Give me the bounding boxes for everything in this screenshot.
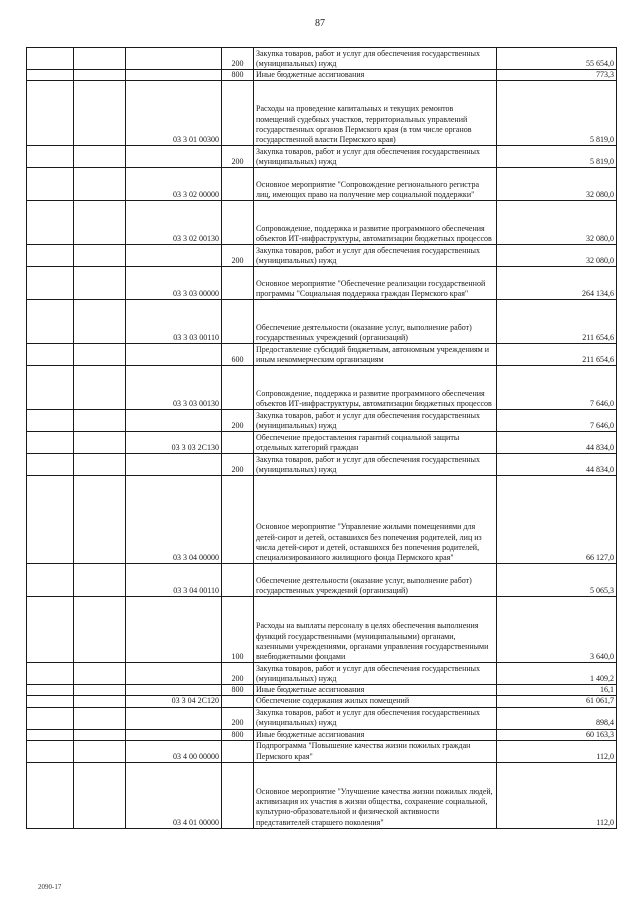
blank-cell (74, 476, 126, 564)
amount-cell: 211 654,6 (497, 344, 617, 366)
table-row (27, 454, 617, 476)
expense-type-cell (222, 762, 254, 828)
expense-type-cell (222, 300, 254, 344)
expense-type-cell (222, 564, 254, 597)
blank-cell (27, 476, 74, 564)
blank-cell (74, 267, 126, 300)
blank-cell (27, 201, 74, 245)
blank-cell (74, 696, 126, 707)
table-row (27, 696, 617, 707)
table-row (27, 707, 617, 729)
blank-cell (27, 740, 74, 762)
amount-cell: 66 127,0 (497, 476, 617, 564)
amount-cell: 55 654,0 (497, 48, 617, 70)
target-code-cell (126, 48, 222, 70)
target-code-cell: 03 3 03 00110 (126, 300, 222, 344)
table-row (27, 146, 617, 168)
amount-cell: 7 646,0 (497, 366, 617, 410)
item-name-cell: Обеспечение содержания жилых помещений (254, 696, 497, 707)
blank-cell (74, 300, 126, 344)
target-code-cell (126, 685, 222, 696)
target-code-cell: 03 3 01 00300 (126, 81, 222, 146)
item-name-cell: Подпрограмма "Повышение качества жизни пожилых граждан Пермского края" (254, 740, 497, 762)
item-name-cell: Закупка товаров, работ и услуг для обеспечения государственных (муниципальных) нужд (254, 48, 497, 70)
item-name-cell: Предоставление субсидий бюджетным, автономным учреждениям и иным некоммерческим организациям (254, 344, 497, 366)
target-code-cell: 03 3 02 00000 (126, 168, 222, 201)
amount-cell: 7 646,0 (497, 410, 617, 432)
amount-cell: 5 819,0 (497, 146, 617, 168)
blank-cell (27, 454, 74, 476)
expense-type-cell: 200 (222, 707, 254, 729)
table-row (27, 432, 617, 454)
expense-type-cell (222, 168, 254, 201)
blank-cell (74, 201, 126, 245)
target-code-cell: 03 3 03 2С130 (126, 432, 222, 454)
amount-cell: 898,4 (497, 707, 617, 729)
blank-cell (74, 48, 126, 70)
target-code-cell (126, 245, 222, 267)
item-name-cell: Закупка товаров, работ и услуг для обеспечения государственных (муниципальных) нужд (254, 663, 497, 685)
table-row (27, 81, 617, 146)
table-row (27, 762, 617, 828)
blank-cell (27, 344, 74, 366)
amount-cell: 32 080,0 (497, 245, 617, 267)
item-name-cell: Сопровождение, поддержка и развитие программного обеспечения объектов ИТ-инфраструктуры, автоматизации бюджетных процессов (254, 366, 497, 410)
target-code-cell: 03 3 02 00130 (126, 201, 222, 245)
item-name-cell: Закупка товаров, работ и услуг для обеспечения государственных (муниципальных) нужд (254, 245, 497, 267)
amount-cell: 5 819,0 (497, 81, 617, 146)
item-name-cell: Основное мероприятие "Обеспечение реализации государственной программы "Социальная поддержка граждан Пермского края" (254, 267, 497, 300)
expense-type-cell (222, 267, 254, 300)
table-row (27, 685, 617, 696)
item-name-cell: Иные бюджетные ассигнования (254, 685, 497, 696)
expense-type-cell: 800 (222, 685, 254, 696)
blank-cell (74, 81, 126, 146)
amount-cell: 44 834,0 (497, 432, 617, 454)
expense-type-cell: 200 (222, 454, 254, 476)
expense-type-cell (222, 366, 254, 410)
expense-type-cell (222, 201, 254, 245)
target-code-cell (126, 70, 222, 81)
item-name-cell: Закупка товаров, работ и услуг для обеспечения государственных (муниципальных) нужд (254, 146, 497, 168)
amount-cell: 112,0 (497, 740, 617, 762)
target-code-cell: 03 3 03 00000 (126, 267, 222, 300)
blank-cell (27, 48, 74, 70)
table-row (27, 300, 617, 344)
target-code-cell (126, 344, 222, 366)
blank-cell (74, 70, 126, 81)
item-name-cell: Основное мероприятие "Управление жилыми помещениями для детей-сирот и детей, оставшихся без попечения родителей, лиц из числа детей-сирот и детей, оставшихся без попечения родителей, специализированного жилищного фонда Пермского края" (254, 476, 497, 564)
target-code-cell: 03 3 04 00000 (126, 476, 222, 564)
blank-cell (74, 685, 126, 696)
item-name-cell: Расходы на проведение капитальных и текущих ремонтов помещений судебных участков, территориальных управлений государственных органов Пермского края (в том числе органов государственной власти Пермского края) (254, 81, 497, 146)
expense-type-cell: 200 (222, 410, 254, 432)
target-code-cell (126, 663, 222, 685)
target-code-cell (126, 729, 222, 740)
blank-cell (74, 432, 126, 454)
blank-cell (74, 729, 126, 740)
blank-cell (74, 245, 126, 267)
blank-cell (27, 410, 74, 432)
item-name-cell: Обеспечение предоставления гарантий социальной защиты отдельных категорий граждан (254, 432, 497, 454)
blank-cell (27, 762, 74, 828)
table-row (27, 564, 617, 597)
expense-type-cell: 800 (222, 729, 254, 740)
table-row (27, 201, 617, 245)
expense-type-cell: 600 (222, 344, 254, 366)
table-row (27, 663, 617, 685)
table-row (27, 410, 617, 432)
blank-cell (27, 663, 74, 685)
blank-cell (74, 663, 126, 685)
blank-cell (74, 168, 126, 201)
target-code-cell: 03 3 04 00110 (126, 564, 222, 597)
amount-cell: 5 065,3 (497, 564, 617, 597)
amount-cell: 60 163,3 (497, 729, 617, 740)
target-code-cell: 03 4 01 00000 (126, 762, 222, 828)
page-number: 87 (315, 18, 325, 29)
blank-cell (74, 564, 126, 597)
item-name-cell: Сопровождение, поддержка и развитие программного обеспечения объектов ИТ-инфраструктуры, автоматизации бюджетных процессов (254, 201, 497, 245)
target-code-cell: 03 4 00 00000 (126, 740, 222, 762)
blank-cell (74, 454, 126, 476)
table-row (27, 245, 617, 267)
blank-cell (27, 300, 74, 344)
item-name-cell: Обеспечение деятельности (оказание услуг, выполнение работ) государственных учреждений (организаций) (254, 300, 497, 344)
blank-cell (27, 729, 74, 740)
expense-type-cell (222, 696, 254, 707)
expense-type-cell: 200 (222, 245, 254, 267)
table-row (27, 168, 617, 201)
table-row (27, 366, 617, 410)
blank-cell (27, 685, 74, 696)
amount-cell: 1 409,2 (497, 663, 617, 685)
table-row (27, 344, 617, 366)
amount-cell: 16,1 (497, 685, 617, 696)
item-name-cell: Иные бюджетные ассигнования (254, 70, 497, 81)
expense-type-cell (222, 81, 254, 146)
amount-cell: 3 640,0 (497, 597, 617, 663)
blank-cell (27, 245, 74, 267)
blank-cell (27, 267, 74, 300)
item-name-cell: Обеспечение деятельности (оказание услуг, выполнение работ) государственных учреждений (организаций) (254, 564, 497, 597)
target-code-cell (126, 146, 222, 168)
expense-type-cell (222, 476, 254, 564)
target-code-cell: 03 3 04 2С120 (126, 696, 222, 707)
table-row (27, 476, 617, 564)
table-row (27, 48, 617, 70)
expense-type-cell (222, 432, 254, 454)
budget-table (26, 47, 617, 829)
expense-type-cell (222, 740, 254, 762)
amount-cell: 211 654,6 (497, 300, 617, 344)
table-row (27, 729, 617, 740)
blank-cell (27, 707, 74, 729)
item-name-cell: Закупка товаров, работ и услуг для обеспечения государственных (муниципальных) нужд (254, 410, 497, 432)
blank-cell (74, 410, 126, 432)
table-row (27, 267, 617, 300)
footer-code: 2090-17 (38, 883, 62, 891)
blank-cell (27, 146, 74, 168)
item-name-cell: Расходы на выплаты персоналу в целях обеспечения выполнения функций государственными (муниципальными) органами, казенными учреждениями, органами управления государственными внебюджетными фондами (254, 597, 497, 663)
blank-cell (27, 597, 74, 663)
table-row (27, 740, 617, 762)
blank-cell (27, 70, 74, 81)
blank-cell (27, 366, 74, 410)
amount-cell: 773,3 (497, 70, 617, 81)
blank-cell (27, 432, 74, 454)
amount-cell: 61 061,7 (497, 696, 617, 707)
table-row (27, 70, 617, 81)
amount-cell: 44 834,0 (497, 454, 617, 476)
item-name-cell: Закупка товаров, работ и услуг для обеспечения государственных (муниципальных) нужд (254, 454, 497, 476)
item-name-cell: Основное мероприятие "Улучшение качества жизни пожилых людей, активизация их участия в жизни общества, сохранение социальной, культурно-образовательной и физической активности представителей старшего поколения" (254, 762, 497, 828)
expense-type-cell: 800 (222, 70, 254, 81)
expense-type-cell: 200 (222, 663, 254, 685)
target-code-cell (126, 597, 222, 663)
item-name-cell: Иные бюджетные ассигнования (254, 729, 497, 740)
blank-cell (74, 707, 126, 729)
blank-cell (27, 564, 74, 597)
blank-cell (74, 344, 126, 366)
expense-type-cell: 200 (222, 48, 254, 70)
amount-cell: 32 080,0 (497, 168, 617, 201)
table-row (27, 597, 617, 663)
target-code-cell (126, 410, 222, 432)
blank-cell (74, 366, 126, 410)
blank-cell (27, 696, 74, 707)
blank-cell (74, 146, 126, 168)
blank-cell (27, 81, 74, 146)
amount-cell: 32 080,0 (497, 201, 617, 245)
amount-cell: 112,0 (497, 762, 617, 828)
blank-cell (74, 762, 126, 828)
item-name-cell: Основное мероприятие "Сопровождение регионального регистра лиц, имеющих право на получение мер социальной поддержки" (254, 168, 497, 201)
blank-cell (74, 597, 126, 663)
expense-type-cell: 100 (222, 597, 254, 663)
amount-cell: 264 134,6 (497, 267, 617, 300)
blank-cell (27, 168, 74, 201)
target-code-cell (126, 707, 222, 729)
target-code-cell (126, 454, 222, 476)
blank-cell (74, 740, 126, 762)
target-code-cell: 03 3 03 00130 (126, 366, 222, 410)
expense-type-cell: 200 (222, 146, 254, 168)
item-name-cell: Закупка товаров, работ и услуг для обеспечения государственных (муниципальных) нужд (254, 707, 497, 729)
